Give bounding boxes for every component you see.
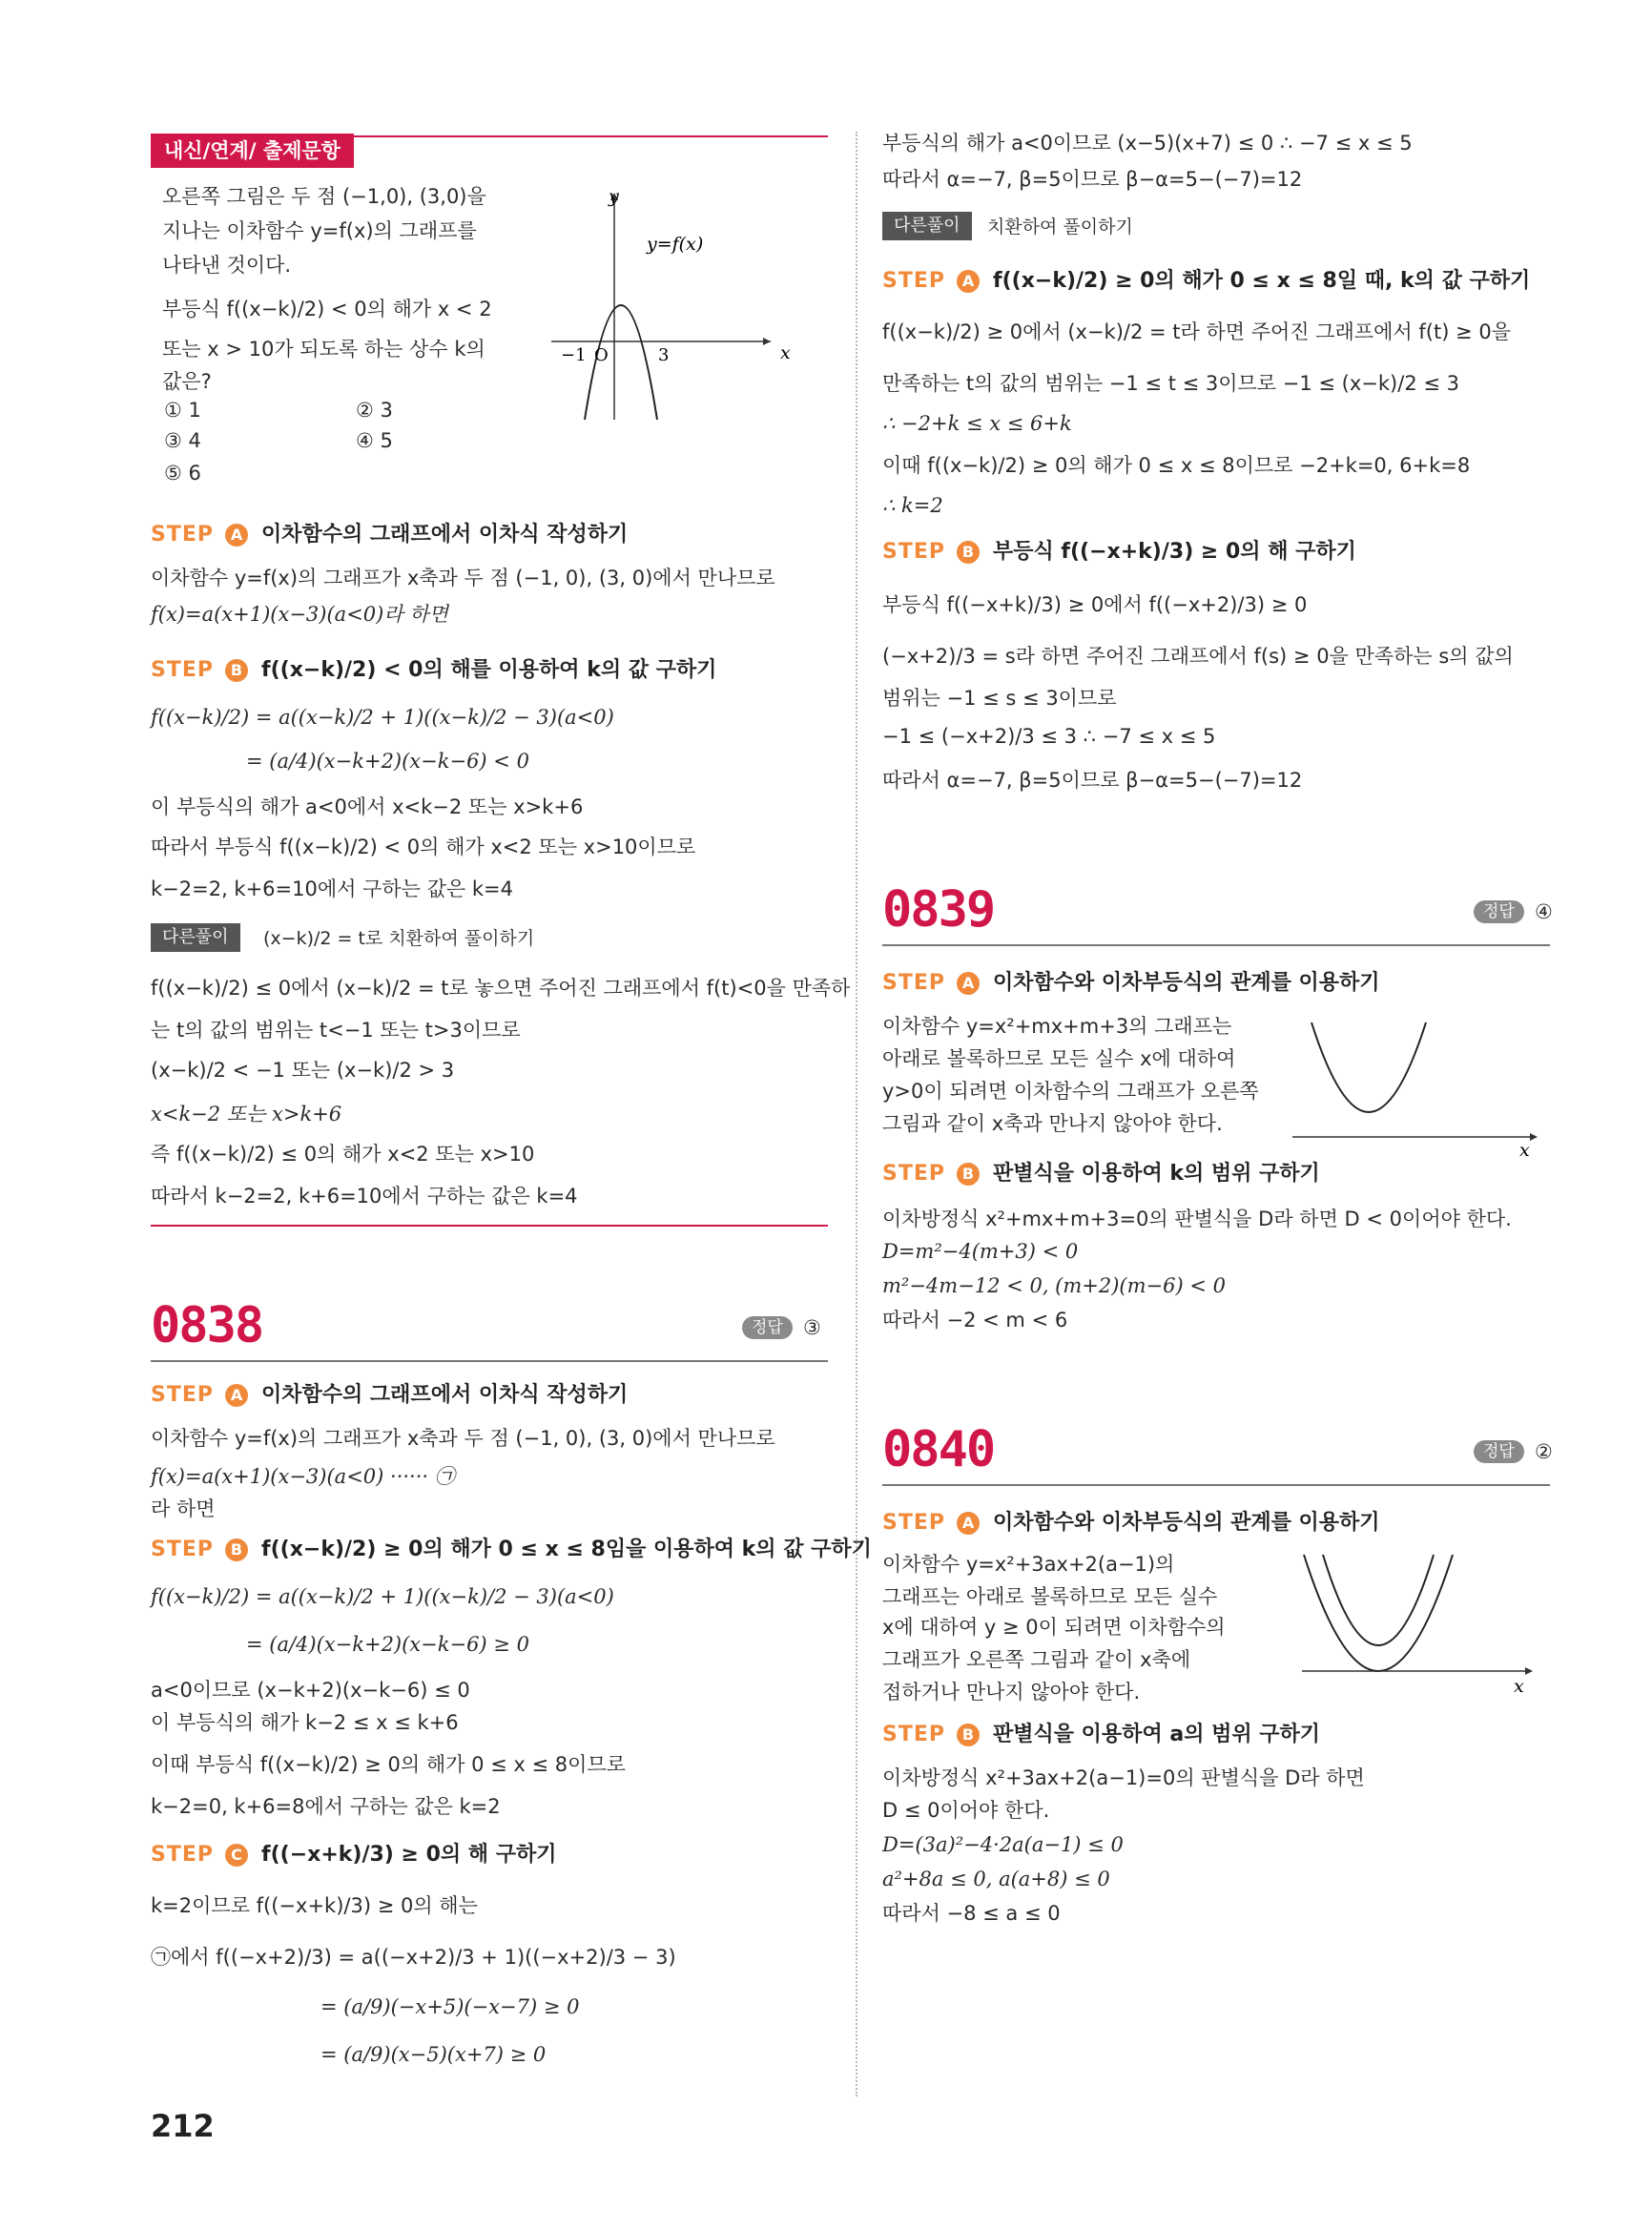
step-label: STEP [882, 971, 946, 995]
solution-line: f((x−k)/2) ≤ 0에서 (x−k)/2 = t로 놓으면 주어진 그래프에서 f(t)<0을 만족하 [151, 977, 851, 1000]
tick-neg1: −1 [561, 345, 587, 365]
choice: ② 3 [356, 399, 393, 422]
tick-3: 3 [658, 345, 670, 365]
solution-line: D ≤ 0이어야 한다. [882, 1799, 1050, 1822]
parabola-curve-tangent [1304, 1555, 1453, 1671]
step-a-header [882, 267, 1530, 296]
solution-line: 이차함수 y=f(x)의 그래프가 x축과 두 점 (−1, 0), (3, 0)에서 만나므로 [151, 567, 775, 589]
step-b-header [151, 1536, 872, 1564]
solution-line: 접하거나 만나지 않아야 한다. [882, 1681, 1141, 1703]
solution-line: 따라서 부등식 f((x−k)/2) < 0의 해가 x<2 또는 x>10이므로 [151, 836, 696, 858]
solution-line: (x−k)/2 < −1 또는 (x−k)/2 > 3 [151, 1059, 455, 1082]
step-letter: B [957, 1163, 980, 1186]
solution-line: 이때 f((x−k)/2) ≥ 0의 해가 0 ≤ x ≤ 8이므로 −2+k=0, 6+k=8 [882, 454, 1471, 477]
step-title: f((−x+k)/3) ≥ 0의 해 구하기 [261, 1843, 557, 1867]
problem-line: 값은? [162, 370, 212, 393]
step-label: STEP [151, 523, 215, 547]
step-letter: B [957, 541, 980, 564]
solution-line: 이 부등식의 해가 a<0에서 x<k−2 또는 x>k+6 [151, 795, 584, 818]
step-title: 판별식을 이용하여 a의 범위 구하기 [993, 1723, 1321, 1746]
x-label: x [1519, 1140, 1530, 1161]
solution-line: k−2=2, k+6=10에서 구하는 값은 k=4 [151, 878, 514, 900]
page-number: 212 [151, 2108, 215, 2144]
step-title: 이차함수의 그래프에서 이차식 작성하기 [261, 523, 629, 547]
step-label: STEP [151, 1538, 215, 1561]
x-label: x [780, 342, 791, 363]
parabola-curve-above [1323, 1555, 1434, 1645]
solution-line: 라 하면 [151, 1497, 216, 1520]
answer-value: ④ [1535, 900, 1553, 923]
solution-line: 이차방정식 x²+3ax+2(a−1)=0의 판별식을 D라 하면 [882, 1766, 1365, 1789]
solution-line: = (a/4)(x−k+2)(x−k−6) < 0 [246, 750, 529, 773]
origin-label: O [594, 345, 609, 365]
step-title: 부등식 f((−x+k)/3) ≥ 0의 해 구하기 [993, 540, 1356, 564]
step-title: 이차함수와 이차부등식의 관계를 이용하기 [993, 971, 1380, 995]
solution-line: D=(3a)²−4·2a(a−1) ≤ 0 [882, 1833, 1124, 1856]
solution-line: 만족하는 t의 값의 범위는 −1 ≤ t ≤ 3이므로 −1 ≤ (x−k)/2 ≤ 3 [882, 372, 1459, 395]
solution-line: 부등식의 해가 a<0이므로 (x−5)(x+7) ≤ 0 ∴ −7 ≤ x ≤ 5 [882, 132, 1413, 155]
solution-line: 이차방정식 x²+mx+m+3=0의 판별식을 D라 하면 D < 0이어야 한다. [882, 1208, 1512, 1230]
problem-rule [882, 944, 1550, 946]
x-axis-arrow [1525, 1667, 1533, 1675]
problem-number: 0838 [151, 1297, 263, 1354]
section-end-rule [151, 1225, 828, 1227]
step-a-header [151, 521, 628, 549]
tag-part: 내신 [164, 139, 203, 162]
alt-solution-label: 다른풀이 [882, 212, 972, 240]
solution-line: f((x−k)/2) = a((x−k)/2 + 1)((x−k)/2 − 3)(a<0) [151, 1585, 614, 1608]
solution-line: m²−4m−12 < 0, (m+2)(m−6) < 0 [882, 1274, 1226, 1297]
curve-label: y=f(x) [647, 234, 704, 255]
solution-line: k=2이므로 f((−x+k)/3) ≥ 0의 해는 [151, 1894, 478, 1917]
column-divider [856, 132, 857, 2096]
solution-line: = (a/9)(−x+5)(−x−7) ≥ 0 [320, 1995, 580, 2018]
problem-number: 0840 [882, 1421, 995, 1478]
answer-badge: 정답 [1474, 900, 1524, 923]
step-a-header [882, 1509, 1380, 1538]
solution-line: 따라서 α=−7, β=5이므로 β−α=5−(−7)=12 [882, 168, 1303, 191]
step-label: STEP [882, 1511, 946, 1535]
alt-solution-title: (x−k)/2 = t로 치환하여 풀이하기 [263, 928, 535, 949]
solution-line: 범위는 −1 ≤ s ≤ 3이므로 [882, 687, 1117, 710]
parabolas-tangent [1302, 1545, 1550, 1717]
step-letter: A [957, 1512, 980, 1535]
x-axis-arrow [763, 338, 771, 345]
solution-line: k−2=0, k+6=8에서 구하는 값은 k=2 [151, 1795, 501, 1818]
step-label: STEP [882, 1723, 946, 1746]
solution-line: ∴ k=2 [882, 494, 943, 517]
solution-line: 이 부등식의 해가 k−2 ≤ x ≤ k+6 [151, 1711, 459, 1734]
solution-line: = (a/4)(x−k+2)(x−k−6) ≥ 0 [246, 1633, 529, 1656]
step-title: f((x−k)/2) ≥ 0의 해가 0 ≤ x ≤ 8임을 이용하여 k의 값 구하기 [261, 1538, 872, 1561]
solution-line: 그래프가 오른쪽 그림과 같이 x축에 [882, 1648, 1191, 1671]
solution-line: (−x+2)/3 = s라 하면 주어진 그래프에서 f(s) ≥ 0을 만족하는 s의 값의 [882, 645, 1514, 668]
choice: ④ 5 [356, 429, 393, 452]
step-title: 이차함수의 그래프에서 이차식 작성하기 [261, 1383, 629, 1407]
choice: ⑤ 6 [164, 462, 201, 485]
solution-line: 이차함수 y=x²+3ax+2(a−1)의 [882, 1553, 1175, 1576]
solution-line: 따라서 k−2=2, k+6=10에서 구하는 값은 k=4 [151, 1185, 578, 1208]
solution-line: ㉠에서 f((−x+2)/3) = a((−x+2)/3 + 1)((−x+2)/3 − 3) [151, 1946, 676, 1969]
x-axis-arrow [1530, 1133, 1538, 1141]
answer-value: ③ [803, 1316, 821, 1339]
step-b-header [882, 1160, 1320, 1188]
step-letter: B [957, 1724, 980, 1746]
step-label: STEP [882, 269, 946, 293]
solution-line: D=m²−4(m+3) < 0 [882, 1240, 1079, 1263]
problem-number: 0839 [882, 881, 995, 939]
step-b-header [882, 538, 1356, 567]
step-letter: B [225, 659, 248, 682]
alt-solution-label: 다른풀이 [151, 923, 240, 952]
step-letter: B [225, 1538, 248, 1561]
problem-line: 부등식 f((x−k)/2) < 0의 해가 x < 2 [162, 298, 492, 320]
solution-line: 이차함수 y=x²+mx+m+3의 그래프는 [882, 1015, 1232, 1038]
step-title: 판별식을 이용하여 k의 범위 구하기 [993, 1162, 1320, 1186]
step-label: STEP [882, 540, 946, 564]
solution-line: = (a/9)(x−5)(x+7) ≥ 0 [320, 2043, 547, 2066]
parabola-curve [1311, 1022, 1426, 1112]
solution-line: a²+8a ≤ 0, a(a+8) ≤ 0 [882, 1868, 1110, 1890]
solution-line: 그림과 같이 x축과 만나지 않아야 한다. [882, 1112, 1223, 1135]
solution-line: 는 t의 값의 범위는 t<−1 또는 t>3이므로 [151, 1019, 521, 1042]
step-title: f((x−k)/2) < 0의 해를 이용하여 k의 값 구하기 [261, 658, 717, 682]
solution-line: a<0이므로 (x−k+2)(x−k−6) ≤ 0 [151, 1679, 470, 1702]
solution-line: 부등식 f((−x+k)/3) ≥ 0에서 f((−x+2)/3) ≥ 0 [882, 593, 1308, 616]
problem-line: 나타낸 것이다. [162, 254, 292, 277]
tag-rule [151, 135, 828, 137]
solution-line: 따라서 −8 ≤ a ≤ 0 [882, 1902, 1061, 1925]
section-tag: 내신/연계/ 출제문항 [151, 134, 354, 168]
solution-line: f(x)=a(x+1)(x−3)(a<0)라 하면 [151, 603, 448, 626]
step-letter: A [225, 1384, 248, 1407]
answer-badge: 정답 [742, 1316, 793, 1339]
solution-line: x에 대하여 y ≥ 0이 되려면 이차함수의 [882, 1616, 1226, 1639]
solution-line: 그래프는 아래로 볼록하므로 모든 실수 [882, 1585, 1218, 1608]
step-b-header [151, 656, 716, 685]
parabola-graph [551, 181, 828, 429]
solution-line: f((x−k)/2) = a((x−k)/2 + 1)((x−k)/2 − 3)(a<0) [151, 706, 614, 729]
solution-line: f(x)=a(x+1)(x−3)(a<0) ······ ㉠ [151, 1465, 455, 1488]
solution-line: 즉 f((x−k)/2) ≤ 0의 해가 x<2 또는 x>10 [151, 1143, 535, 1166]
answer-value: ② [1535, 1440, 1553, 1463]
solution-line: 이차함수 y=f(x)의 그래프가 x축과 두 점 (−1, 0), (3, 0)에서 만나므로 [151, 1427, 775, 1450]
problem-line: 오른쪽 그림은 두 점 (−1,0), (3,0)을 [162, 185, 486, 208]
step-label: STEP [151, 1843, 215, 1867]
step-label: STEP [151, 658, 215, 682]
step-b-header [882, 1721, 1320, 1749]
y-label: y [609, 186, 619, 207]
solution-line: 아래로 볼록하므로 모든 실수 x에 대하여 [882, 1047, 1236, 1070]
choice: ③ 4 [164, 429, 201, 452]
tag-part: 출제문항 [262, 139, 341, 162]
step-label: STEP [882, 1162, 946, 1186]
step-a-header [882, 969, 1380, 998]
step-title: f((x−k)/2) ≥ 0의 해가 0 ≤ x ≤ 8일 때, k의 값 구하기 [993, 269, 1531, 293]
tag-part: 연계 [210, 139, 249, 162]
step-letter: A [957, 270, 980, 293]
step-label: STEP [151, 1383, 215, 1407]
solution-line: ∴ −2+k ≤ x ≤ 6+k [882, 412, 1072, 435]
parabola-above-axis [1292, 1011, 1550, 1164]
solution-line: 따라서 −2 < m < 6 [882, 1309, 1068, 1332]
solution-line: 이때 부등식 f((x−k)/2) ≥ 0의 해가 0 ≤ x ≤ 8이므로 [151, 1753, 626, 1776]
problem-line: 또는 x > 10가 되도록 하는 상수 k의 [162, 338, 485, 361]
solution-line: −1 ≤ (−x+2)/3 ≤ 3 ∴ −7 ≤ x ≤ 5 [882, 725, 1216, 748]
problem-rule [151, 1360, 828, 1362]
step-a-header [151, 1381, 628, 1410]
step-letter: C [225, 1844, 248, 1867]
choice: ① 1 [164, 399, 201, 422]
step-letter: A [957, 972, 980, 995]
solution-line: 따라서 α=−7, β=5이므로 β−α=5−(−7)=12 [882, 769, 1303, 792]
solution-line: x<k−2 또는 x>k+6 [151, 1103, 342, 1125]
step-title: 이차함수와 이차부등식의 관계를 이용하기 [993, 1511, 1380, 1535]
problem-rule [882, 1484, 1550, 1486]
answer-badge: 정답 [1474, 1440, 1524, 1463]
step-letter: A [225, 524, 248, 547]
solution-line: f((x−k)/2) ≥ 0에서 (x−k)/2 = t라 하면 주어진 그래프에서 f(t) ≥ 0을 [882, 320, 1511, 343]
alt-solution-title: 치환하여 풀이하기 [987, 217, 1133, 237]
step-c-header [151, 1841, 556, 1869]
x-label: x [1514, 1676, 1524, 1697]
problem-line: 지나는 이차함수 y=f(x)의 그래프를 [162, 219, 477, 242]
solution-line: y>0이 되려면 이차함수의 그래프가 오른쪽 [882, 1080, 1259, 1103]
